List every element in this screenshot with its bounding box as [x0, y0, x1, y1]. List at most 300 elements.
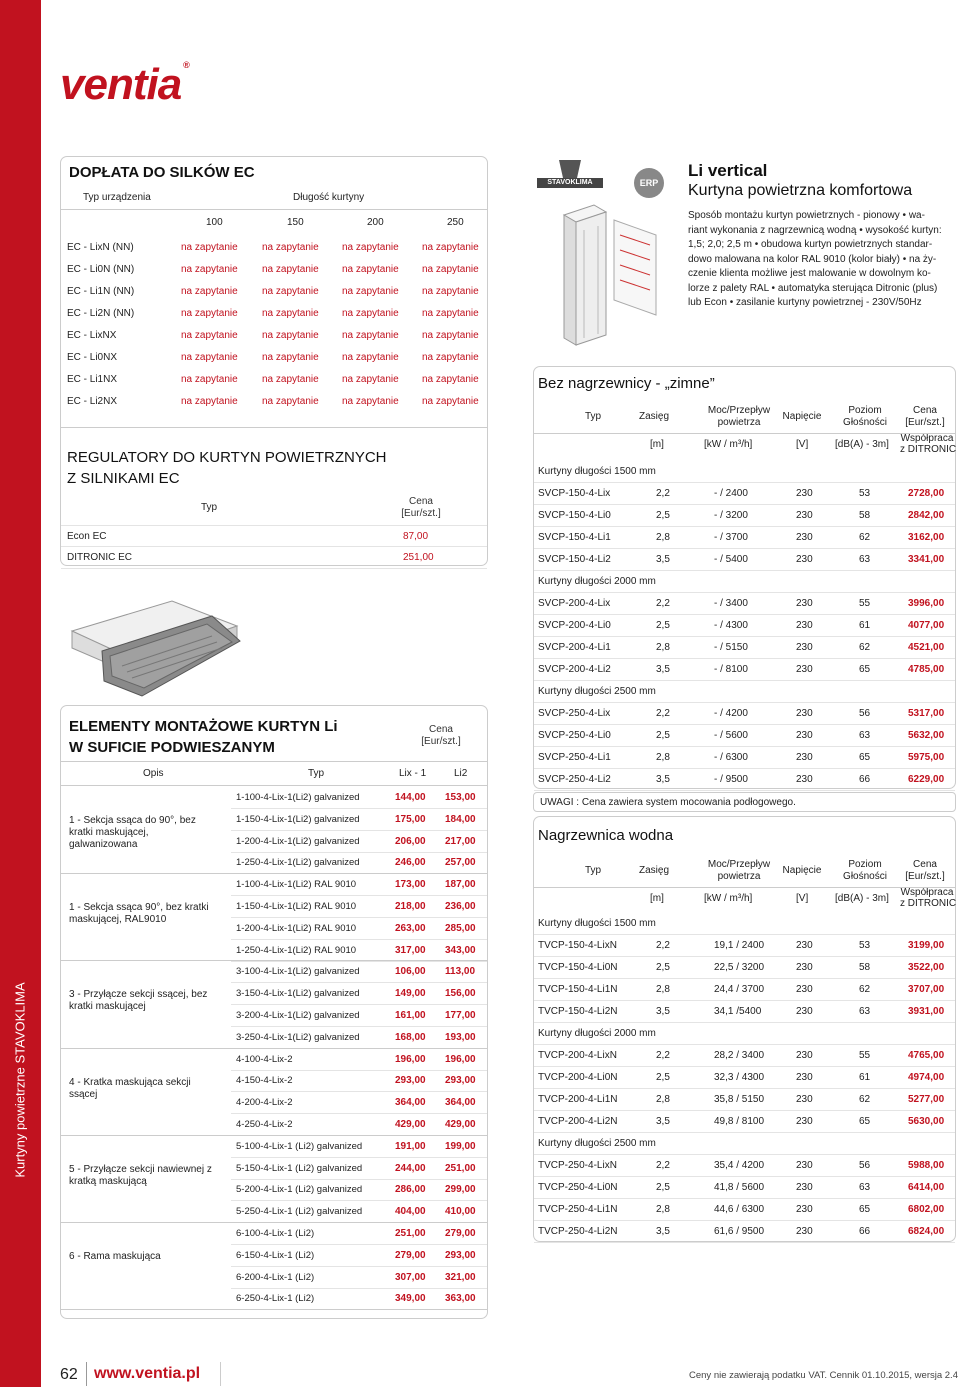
ec-row-value: na zapytanie — [342, 242, 399, 253]
mount-row-li2: 279,00 — [445, 1228, 476, 1239]
row-flow: 35,4 / 4200 — [714, 1160, 765, 1171]
mount-h-typ: Typ — [308, 768, 325, 779]
mount-group-desc: 6 - Rama maskująca — [69, 1251, 161, 1262]
mount-row — [231, 1223, 487, 1245]
row-flow: - / 6300 — [714, 752, 748, 763]
row-noise: 55 — [859, 1050, 871, 1061]
row-voltage: 230 — [796, 1116, 813, 1127]
row-range: 3,5 — [656, 1226, 670, 1237]
row-type: SVCP-250-4-Li2 — [538, 774, 611, 785]
row-type: SVCP-200-4-Li2 — [538, 664, 611, 675]
row-price: 3522,00 — [908, 962, 945, 973]
row-type: SVCP-250-4-Lix — [538, 708, 611, 719]
ec-row-value: na zapytanie — [262, 308, 319, 319]
mount-row-lix: 175,00 — [395, 813, 426, 825]
mount-row-li2: 285,00 — [445, 922, 476, 934]
mount-row-lix: 196,00 — [395, 1053, 426, 1065]
cold-curtains-box — [533, 366, 956, 789]
mount-h-lix: Lix - 1 — [399, 768, 427, 779]
mount-row-lix: 246,00 — [395, 857, 426, 869]
col-header-poz1: Poziom — [848, 859, 882, 870]
row-flow: 19,1 / 2400 — [714, 940, 765, 951]
product-subtitle: Kurtyna powietrzna komfortowa — [688, 182, 913, 199]
mount-row-lix: 149,00 — [395, 988, 426, 1000]
cold-group-label: Kurtyny długości 2500 mm — [534, 681, 955, 703]
mount-row — [231, 1070, 487, 1092]
mount-group-desc: 1 - Sekcja ssąca do 90°, bez kratki maskującej, galwanizowana — [69, 815, 196, 850]
row-flow: - / 5400 — [714, 554, 748, 565]
row-flow: 34,1 /5400 — [714, 1006, 762, 1017]
water-row — [534, 935, 955, 957]
mount-row — [231, 1092, 487, 1114]
mount-row-type: 3-200-4-Lix-1(Li2) galvanized — [236, 1010, 360, 1021]
ec-row-value: na zapytanie — [422, 264, 479, 275]
mount-row-li2: 293,00 — [445, 1075, 476, 1087]
mount-row-lix: 251,00 — [395, 1228, 426, 1239]
mount-group-desc: 3 - Przyłącze sekcji ssącej, bez kratki maskującej — [69, 989, 208, 1013]
row-type: TVCP-150-4-LixN — [538, 940, 617, 951]
col-header-u_m: [m] — [650, 893, 664, 904]
ec-row-value: na zapytanie — [262, 264, 319, 275]
mount-row-type: 5-150-4-Lix-1 (Li2) galvanized — [236, 1162, 363, 1174]
ec-title: DOPŁATA DO SILKÓW EC — [69, 164, 255, 181]
mount-row-type: 3-100-4-Lix-1(Li2) galvanized — [236, 966, 360, 978]
ec-row-value: na zapytanie — [262, 374, 319, 385]
row-range: 2,5 — [656, 1182, 670, 1193]
ec-row-type: EC - LixNX — [67, 330, 117, 341]
col-header-u_kw: [kW / m³/h] — [704, 439, 753, 450]
mount-row-lix: 218,00 — [395, 901, 426, 912]
mount-h-li2: Li2 — [454, 768, 468, 779]
row-range: 2,8 — [656, 532, 670, 543]
col-header-wsp1: Współpraca — [900, 887, 954, 898]
row-flow: - / 5600 — [714, 730, 748, 741]
col-header-poz2: Głośności — [843, 871, 887, 882]
mount-row-li2: 364,00 — [445, 1097, 476, 1109]
mount-row-lix: 173,00 — [395, 879, 426, 891]
row-price: 3199,00 — [908, 940, 945, 951]
mount-row-type: 1-200-4-Lix-1(Li2) galvanized — [236, 835, 360, 847]
row-noise: 62 — [859, 532, 871, 543]
water-row — [534, 957, 955, 979]
ec-row-value: na zapytanie — [181, 352, 238, 363]
row-price: 3341,00 — [908, 554, 945, 565]
cold-header — [534, 397, 955, 467]
mount-row-type: 3-250-4-Lix-1(Li2) galvanized — [236, 1031, 360, 1043]
ec-row — [61, 369, 487, 391]
col-header-typ: Typ — [584, 411, 602, 422]
mount-row-type: 6-200-4-Lix-1 (Li2) — [236, 1271, 315, 1283]
mount-row-type: 6-100-4-Lix-1 (Li2) — [236, 1228, 315, 1239]
row-voltage: 230 — [796, 1072, 813, 1083]
col-header-nap: Napięcie — [782, 411, 822, 422]
row-voltage: 230 — [796, 1182, 813, 1193]
mount-row-type: 6-150-4-Lix-1 (Li2) — [236, 1249, 315, 1261]
row-voltage: 230 — [796, 940, 813, 951]
mount-row-li2: 299,00 — [445, 1184, 476, 1196]
mount-elements-box — [60, 705, 488, 1319]
ec-row — [61, 281, 487, 303]
col-header-u_db: [dB(A) - 3m] — [835, 893, 889, 904]
mount-row-lix: 307,00 — [395, 1271, 426, 1283]
mount-row-li2: 343,00 — [445, 944, 476, 956]
row-voltage: 230 — [796, 1226, 813, 1237]
ec-surcharge-box — [60, 156, 488, 566]
col-header-cena2: [Eur/szt.] — [905, 871, 945, 882]
mount-row-lix: 286,00 — [395, 1184, 426, 1196]
mount-row-li2: 236,00 — [445, 901, 476, 912]
row-range: 2,8 — [656, 1094, 670, 1105]
mount-row-type: 5-100-4-Lix-1 (Li2) galvanized — [236, 1140, 363, 1152]
row-flow: 28,2 / 3400 — [714, 1050, 765, 1061]
ec-row-value: na zapytanie — [262, 330, 319, 341]
ec-row — [61, 347, 487, 369]
header-sep — [534, 887, 955, 888]
mount-row — [231, 918, 487, 940]
row-type: SVCP-250-4-Li1 — [538, 752, 611, 763]
row-range: 2,2 — [656, 598, 670, 609]
water-row — [534, 1199, 955, 1221]
col-header-u_m: [m] — [650, 439, 664, 450]
mount-row-li2: 184,00 — [445, 813, 476, 825]
row-range: 2,8 — [656, 752, 670, 763]
mount-row — [231, 896, 487, 918]
stavoklima-logo: STAVOKLIMA — [537, 160, 603, 196]
cold-row — [534, 703, 955, 725]
ec-row-value: na zapytanie — [342, 330, 399, 341]
ec-row-value: na zapytanie — [422, 352, 479, 363]
cold-row — [534, 747, 955, 769]
row-flow: - / 5150 — [714, 642, 748, 653]
row-voltage: 230 — [796, 1204, 813, 1215]
row-price: 6802,00 — [908, 1204, 945, 1215]
mount-row-lix: 106,00 — [395, 966, 426, 978]
row-type: SVCP-250-4-Li0 — [538, 730, 611, 741]
row-price: 6229,00 — [908, 774, 945, 785]
ec-row-value: na zapytanie — [181, 264, 238, 275]
mount-h-opis: Opis — [143, 768, 164, 779]
col-header-zasieg: Zasięg — [638, 411, 669, 422]
row-voltage: 230 — [796, 642, 813, 653]
row-price: 3931,00 — [908, 1006, 945, 1017]
ec-row-value: na zapytanie — [181, 308, 238, 319]
desc-line: lub Econ • zasilanie kurtyny powietrznej - 230V/50Hz — [688, 297, 922, 308]
cold-row — [534, 659, 955, 681]
mount-row-type: 5-200-4-Lix-1 (Li2) galvanized — [236, 1184, 363, 1196]
row-type: SVCP-200-4-Li1 — [538, 642, 611, 653]
ec-row — [61, 391, 487, 413]
mount-group-desc: 4 - Kratka maskująca sekcji ssącej — [69, 1076, 191, 1100]
cold-row — [534, 725, 955, 747]
ec-row-value: na zapytanie — [342, 396, 399, 407]
row-voltage: 230 — [796, 1160, 813, 1171]
water-row — [534, 1045, 955, 1067]
row-range: 2,5 — [656, 1072, 670, 1083]
row-noise: 56 — [859, 708, 871, 719]
row-voltage: 230 — [796, 554, 813, 565]
cold-group-label: Kurtyny długości 2000 mm — [534, 571, 955, 593]
mount-title: ELEMENTY MONTAŻOWE KURTYN Li W SUFICIE PODWIESZANYM — [69, 718, 338, 756]
col-header-moc1: Moc/Przepływ — [707, 405, 771, 416]
col-header-u_kw: [kW / m³/h] — [704, 893, 753, 904]
row-voltage: 230 — [796, 774, 813, 785]
water-row — [534, 1001, 955, 1023]
row-range: 2,5 — [656, 620, 670, 631]
row-price: 6824,00 — [908, 1226, 945, 1237]
row-noise: 65 — [859, 1204, 871, 1215]
ec-row-type: EC - Li2N (NN) — [67, 308, 135, 319]
mount-row-type: 4-150-4-Lix-2 — [236, 1075, 293, 1087]
ec-row-value: na zapytanie — [262, 242, 319, 253]
footer-url[interactable]: www.ventia.pl — [94, 1365, 201, 1382]
ec-row-value: na zapytanie — [342, 308, 399, 319]
reg-price-header: Cena [Eur/szt.] — [401, 496, 441, 519]
ec-row-type: EC - Li2NX — [67, 396, 118, 407]
ec-col-200: 200 — [367, 217, 384, 228]
row-flow: - / 8100 — [714, 664, 748, 675]
row-type: SVCP-150-4-Li0 — [538, 510, 611, 521]
row-type: SVCP-150-4-Lix — [538, 488, 611, 499]
row-voltage: 230 — [796, 488, 813, 499]
row-range: 2,8 — [656, 642, 670, 653]
col-header-moc1: Moc/Przepływ — [707, 859, 771, 870]
row-type: TVCP-250-4-Li0N — [538, 1182, 618, 1193]
row-flow: - / 3200 — [714, 510, 748, 521]
mount-row-type: 1-100-4-Lix-1(Li2) RAL 9010 — [236, 879, 357, 891]
row-range: 2,8 — [656, 1204, 670, 1215]
row-range: 2,8 — [656, 984, 670, 995]
row-type: TVCP-250-4-LixN — [538, 1160, 617, 1171]
row-noise: 65 — [859, 752, 871, 763]
row-noise: 53 — [859, 488, 871, 499]
col-header-u_v: [V] — [796, 893, 809, 904]
row-flow: - / 9500 — [714, 774, 748, 785]
mount-row-type: 5-250-4-Lix-1 (Li2) galvanized — [236, 1206, 363, 1218]
ec-row-value: na zapytanie — [262, 286, 319, 297]
mount-row — [231, 961, 487, 983]
mount-row — [231, 809, 487, 831]
ec-row-value: na zapytanie — [422, 374, 479, 385]
row-flow: - / 2400 — [714, 488, 748, 499]
row-noise: 62 — [859, 984, 871, 995]
mount-row-type: 3-150-4-Lix-1(Li2) galvanized — [236, 988, 360, 1000]
ec-row-value: na zapytanie — [422, 330, 479, 341]
ec-col-150: 150 — [287, 217, 304, 228]
row-type: SVCP-200-4-Lix — [538, 598, 611, 609]
col-header-typ: Typ — [584, 865, 602, 876]
reg-row — [61, 525, 487, 547]
mount-row — [231, 1245, 487, 1267]
mount-row — [231, 1158, 487, 1180]
water-group-label: Kurtyny długości 2500 mm — [534, 1133, 955, 1155]
mount-row-li2: 193,00 — [445, 1031, 476, 1043]
ec-row-type: EC - Li1NX — [67, 374, 118, 385]
cold-row — [534, 615, 955, 637]
mount-row-li2: 187,00 — [445, 879, 476, 891]
mount-row-lix: 263,00 — [395, 922, 426, 934]
water-header — [534, 851, 955, 921]
row-voltage: 230 — [796, 620, 813, 631]
row-noise: 61 — [859, 620, 871, 631]
row-range: 3,5 — [656, 774, 670, 785]
row-price: 6414,00 — [908, 1182, 945, 1193]
row-type: TVCP-200-4-Li0N — [538, 1072, 618, 1083]
row-voltage: 230 — [796, 1006, 813, 1017]
ventia-logo: ventia ® — [60, 60, 189, 109]
mount-row-type: 4-100-4-Lix-2 — [236, 1053, 293, 1065]
mount-row-type: 1-100-4-Lix-1(Li2) galvanized — [236, 792, 360, 803]
mount-row — [231, 1288, 487, 1310]
reg-row-type: Econ EC — [67, 531, 107, 542]
mount-row — [231, 1179, 487, 1201]
mount-row — [231, 831, 487, 853]
row-noise: 62 — [859, 642, 871, 653]
row-voltage: 230 — [796, 1050, 813, 1061]
water-title: Nagrzewnica wodna — [538, 827, 674, 844]
row-voltage: 230 — [796, 510, 813, 521]
row-noise: 53 — [859, 940, 871, 951]
mount-row-lix: 404,00 — [395, 1206, 426, 1218]
ec-row — [61, 325, 487, 347]
mount-row-type: 4-200-4-Lix-2 — [236, 1097, 293, 1109]
ec-row — [61, 237, 487, 259]
row-voltage: 230 — [796, 962, 813, 973]
row-noise: 66 — [859, 1226, 871, 1237]
row-flow: 61,6 / 9500 — [714, 1226, 765, 1237]
water-row — [534, 1089, 955, 1111]
mount-row — [231, 1201, 487, 1223]
row-price: 2842,00 — [908, 510, 945, 521]
ec-row-type: EC - Li0NX — [67, 352, 118, 363]
mount-row — [231, 940, 487, 962]
mount-row-lix: 191,00 — [395, 1140, 426, 1152]
cold-row — [534, 483, 955, 505]
water-heater-box — [533, 816, 956, 1242]
desc-line: riant wykonania z nagrzewnicą wodną • wysokość kurtyn: — [688, 224, 942, 236]
mount-row-li2: 217,00 — [445, 835, 476, 847]
ec-row-value: na zapytanie — [342, 352, 399, 363]
row-noise: 63 — [859, 1006, 871, 1017]
regulators-title: REGULATORY DO KURTYN POWIETRZNYCH Z SILNIKAMI EC — [67, 449, 387, 487]
ec-row-value: na zapytanie — [181, 286, 238, 297]
row-noise: 65 — [859, 664, 871, 675]
mount-row — [231, 787, 487, 809]
row-voltage: 230 — [796, 1094, 813, 1105]
col-header-cena1: Cena — [913, 859, 937, 870]
mount-row-lix: 429,00 — [395, 1119, 426, 1130]
cold-row — [534, 637, 955, 659]
col-header-nap: Napięcie — [782, 865, 822, 876]
row-range: 3,5 — [656, 1006, 670, 1017]
col-header-u_v: [V] — [796, 439, 809, 450]
mount-row — [231, 1049, 487, 1071]
mount-row-li2: 156,00 — [445, 988, 476, 1000]
ec-row-value: na zapytanie — [422, 396, 479, 407]
ec-row-value: na zapytanie — [342, 264, 399, 275]
page-number: 62 — [60, 1366, 78, 1383]
row-noise: 65 — [859, 1116, 871, 1127]
row-noise: 58 — [859, 510, 871, 521]
water-row — [534, 1067, 955, 1089]
cold-row — [534, 505, 955, 527]
row-noise: 58 — [859, 962, 871, 973]
row-flow: 22,5 / 3200 — [714, 962, 765, 973]
water-group-label: Kurtyny długości 2000 mm — [534, 1023, 955, 1045]
cold-row — [534, 769, 955, 791]
row-voltage: 230 — [796, 730, 813, 741]
cold-row — [534, 527, 955, 549]
row-range: 2,2 — [656, 1160, 670, 1171]
row-type: TVCP-200-4-LixN — [538, 1050, 617, 1061]
row-price: 3996,00 — [908, 598, 945, 609]
col-header-moc2: powietrza — [717, 871, 761, 882]
mount-row — [231, 1136, 487, 1158]
mount-row-lix: 144,00 — [395, 792, 426, 803]
row-type: TVCP-250-4-Li2N — [538, 1226, 618, 1237]
mount-row-type: 1-250-4-Lix-1(Li2) RAL 9010 — [236, 944, 357, 956]
row-flow: 49,8 / 8100 — [714, 1116, 765, 1127]
desc-line: 1,5; 2,0; 2,5 m • obudowa kurtyn powietrznych standar- — [688, 239, 933, 250]
desc-line: Sposób montażu kurtyn powietrznych - pionowy • wa- — [688, 210, 925, 221]
ec-row-value: na zapytanie — [181, 374, 238, 385]
row-price: 3707,00 — [908, 984, 945, 995]
cold-group-label: Kurtyny długości 1500 mm — [534, 461, 955, 483]
col-header-wsp2: z DITRONIC — [900, 898, 957, 909]
mount-row — [231, 983, 487, 1005]
row-voltage: 230 — [796, 664, 813, 675]
cold-row — [534, 549, 955, 571]
row-voltage: 230 — [796, 752, 813, 763]
mount-row-li2: 293,00 — [445, 1249, 476, 1261]
row-flow: 24,4 / 3700 — [714, 984, 765, 995]
row-price: 4785,00 — [908, 664, 945, 675]
mount-row-type: 6-250-4-Lix-1 (Li2) — [236, 1293, 315, 1305]
row-flow: 44,6 / 6300 — [714, 1204, 765, 1215]
mount-row-type: 1-250-4-Lix-1(Li2) galvanized — [236, 857, 360, 869]
reg-typ-header: Typ — [201, 502, 218, 513]
mount-row-lix: 168,00 — [395, 1031, 426, 1043]
ec-row-value: na zapytanie — [262, 352, 319, 363]
mount-group-sep — [61, 1309, 487, 1310]
row-range: 2,2 — [656, 1050, 670, 1061]
row-price: 5277,00 — [908, 1094, 945, 1105]
mount-row-li2: 153,00 — [445, 792, 476, 803]
row-noise: 61 — [859, 1072, 871, 1083]
row-range: 2,5 — [656, 510, 670, 521]
row-price: 3162,00 — [908, 532, 945, 543]
sidebar-label: Kurtyny powietrzne STAVOKLIMA — [12, 982, 28, 1178]
ec-row-value: na zapytanie — [262, 396, 319, 407]
row-price: 5632,00 — [908, 730, 945, 741]
mount-row-li2: 257,00 — [445, 857, 476, 869]
ceiling-unit-illustration — [62, 596, 242, 704]
row-flow: 35,8 / 5150 — [714, 1094, 765, 1105]
row-flow: - / 3700 — [714, 532, 748, 543]
row-type: TVCP-200-4-Li1N — [538, 1094, 618, 1105]
ec-col-100: 100 — [206, 217, 223, 228]
ec-row-type: EC - LixN (NN) — [67, 242, 134, 253]
mount-row-li2: 321,00 — [445, 1271, 476, 1283]
ec-row-value: na zapytanie — [181, 242, 238, 253]
row-noise: 63 — [859, 1182, 871, 1193]
row-noise: 63 — [859, 554, 871, 565]
product-title: Li vertical — [688, 161, 768, 180]
ec-row-value: na zapytanie — [422, 308, 479, 319]
row-type: TVCP-250-4-Li1N — [538, 1204, 618, 1215]
vertical-curtain-illustration — [546, 200, 676, 350]
row-voltage: 230 — [796, 984, 813, 995]
row-type: SVCP-150-4-Li1 — [538, 532, 611, 543]
